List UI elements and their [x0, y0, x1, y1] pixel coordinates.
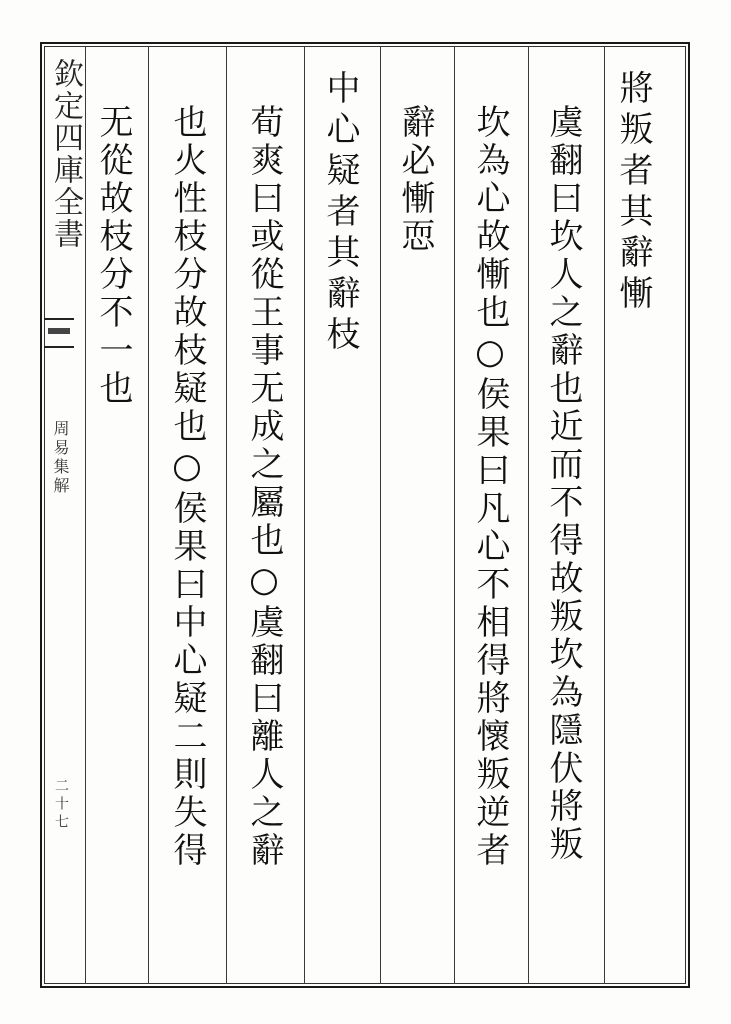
book-subtitle: 周易集解: [51, 420, 70, 496]
column-rule: [226, 46, 227, 984]
text-column: 荀爽曰或從王事无成之屬也○虞翻曰離人之辭: [244, 104, 284, 870]
text-column: 坎為心故慚也○侯果曰凡心不相得將懷叛逆者: [470, 104, 510, 870]
text-column: 虞翻曰坎人之辭也近而不得故叛坎為隱伏將叛: [543, 104, 583, 864]
text-column: 辭必慚恧: [395, 104, 435, 256]
text-column: 也火性枝分故枝疑也○侯果曰中心疑二則失得: [167, 104, 207, 870]
fishtail-mark: [44, 318, 74, 348]
book-title: 欽定四庫全書: [48, 58, 83, 250]
column-rule: [304, 46, 305, 984]
column-rule: [454, 46, 455, 984]
column-rule: [380, 46, 381, 984]
column-rule: [604, 46, 605, 984]
column-rule: [148, 46, 149, 984]
text-column: 中心疑者其辭枝: [320, 70, 360, 357]
page-number: 二十七: [53, 778, 69, 832]
text-column: 无從故枝分不一也: [93, 104, 133, 408]
column-rule: [528, 46, 529, 984]
column-rule: [85, 46, 86, 984]
inner-border: [44, 46, 686, 984]
text-column: 將叛者其辭慚: [613, 70, 653, 316]
